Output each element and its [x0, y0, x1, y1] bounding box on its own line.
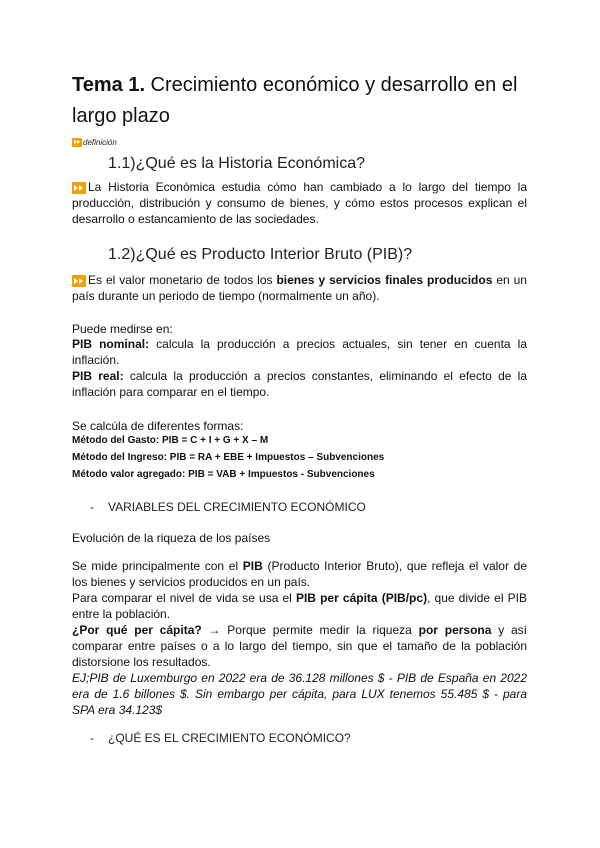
method-ingreso	[72, 450, 384, 465]
method-gasto	[72, 433, 268, 448]
bullet-dash: -	[90, 500, 94, 514]
pib-nominal-desc: calcula la producción a precios actuales, sin tener en cuenta la inflación.	[72, 337, 527, 367]
pib-real-text	[72, 368, 527, 400]
section-1-1-body: La Historia Económica estudia cómo han cambiado a lo largo del tiempo la producción, distribución y consumo de bienes, y cómo estos procesos explican el desarrollo o estancamiento de las sociedades.	[72, 180, 527, 226]
definition-legend	[72, 138, 117, 147]
p3-bold: ¿Por qué per cápita?	[72, 623, 202, 637]
s2-text-a: Es el valor monetario de todos los	[88, 273, 277, 287]
p3-b: y así comparar entre países o a lo largo del tiempo, sin que el tamaño de la población distorsione los resultados.	[72, 623, 527, 669]
method-valor-agregado	[72, 467, 375, 482]
p2-a: Para comparar el nivel de vida se usa el	[72, 591, 296, 605]
s2-text-bold: bienes y servicios finales producidos	[276, 273, 493, 287]
p1-bold: PIB	[242, 559, 263, 573]
bullet-dash: -	[90, 731, 94, 745]
measure-intro: Puede medirse en:	[72, 322, 173, 336]
p2-b: , que divide el PIB entre la población.	[72, 591, 527, 621]
method-vab-bold: valor agregado	[110, 469, 183, 480]
method-vab-pre: Método	[72, 469, 111, 480]
variables-heading	[90, 500, 366, 514]
pib-real-label: PIB real:	[72, 369, 124, 383]
pib-nominal-label: PIB nominal:	[72, 337, 150, 351]
section-heading-1-2: 1.2)¿Qué es Producto Interior Bruto (PIB)?	[108, 246, 413, 263]
title-bold: Tema 1.	[72, 74, 145, 96]
method-gasto-pre: Método del	[72, 435, 128, 446]
crecimiento-heading	[90, 731, 351, 745]
title-rest: Crecimiento económico y desarrollo en el largo plazo	[72, 74, 518, 127]
crecimiento-heading-text: ¿QUÉ ES EL CRECIMIENTO ECONÓMICO?	[108, 731, 351, 745]
fast-forward-icon	[72, 275, 86, 287]
p1-b: (Producto Interior Bruto), que refleja el valor de los bienes y servicios producidos en un país.	[72, 559, 527, 589]
variables-p2	[72, 590, 527, 622]
section-heading-1-1: 1.1)¿Qué es la Historia Económica?	[108, 155, 365, 172]
pib-real-desc: calcula la producción a precios constantes, eliminando el efecto de la inflación para comparar en el tiempo.	[72, 369, 528, 399]
method-ingreso-formula: : PIB = RA + EBE + Impuestos – Subvenciones	[163, 452, 385, 463]
legend-label: definición	[83, 138, 117, 147]
p1-a: Se mide principalmente con el	[72, 559, 243, 573]
p2-bold: PIB per cápita (PIB/pc)	[295, 591, 428, 605]
page-title	[72, 70, 542, 132]
method-ingreso-bold: Ingreso	[127, 452, 164, 463]
example-text: EJ;PIB de Luxemburgo en 2022 era de 36.128 millones $ - PIB de España en 2022 era de 1.6 billones $. Sin embargo per cápita, para LUX tenemos 55.485 $ - para SPA era 34.123$	[72, 671, 527, 717]
variables-example	[72, 670, 527, 718]
method-ingreso-pre: Método del	[72, 452, 128, 463]
variables-p3	[72, 622, 527, 670]
section-1-2-text	[72, 272, 527, 304]
method-vab-formula: : PIB = VAB + Impuestos - Subvenciones	[182, 469, 375, 480]
pib-nominal-text	[72, 336, 527, 368]
method-gasto-formula: : PIB = C + I + G + X – M	[155, 435, 269, 446]
p3-a: → Porque permite medir la riqueza	[201, 623, 419, 637]
variables-heading-text: VARIABLES DEL CRECIMIENTO ECONÓMICO	[108, 500, 366, 514]
methods-intro: Se calcúla de diferentes formas:	[72, 419, 244, 433]
p3-bold2: por persona	[418, 623, 492, 637]
method-gasto-bold: Gasto	[127, 435, 156, 446]
s2-text-b: en un país durante un periodo de tiempo (normalmente un año).	[72, 273, 527, 303]
variables-subheading: Evolución de la riqueza de los países	[72, 531, 271, 545]
fast-forward-icon	[72, 138, 82, 147]
fast-forward-icon	[72, 182, 86, 194]
section-1-1-text	[72, 179, 527, 227]
variables-p1	[72, 558, 527, 590]
